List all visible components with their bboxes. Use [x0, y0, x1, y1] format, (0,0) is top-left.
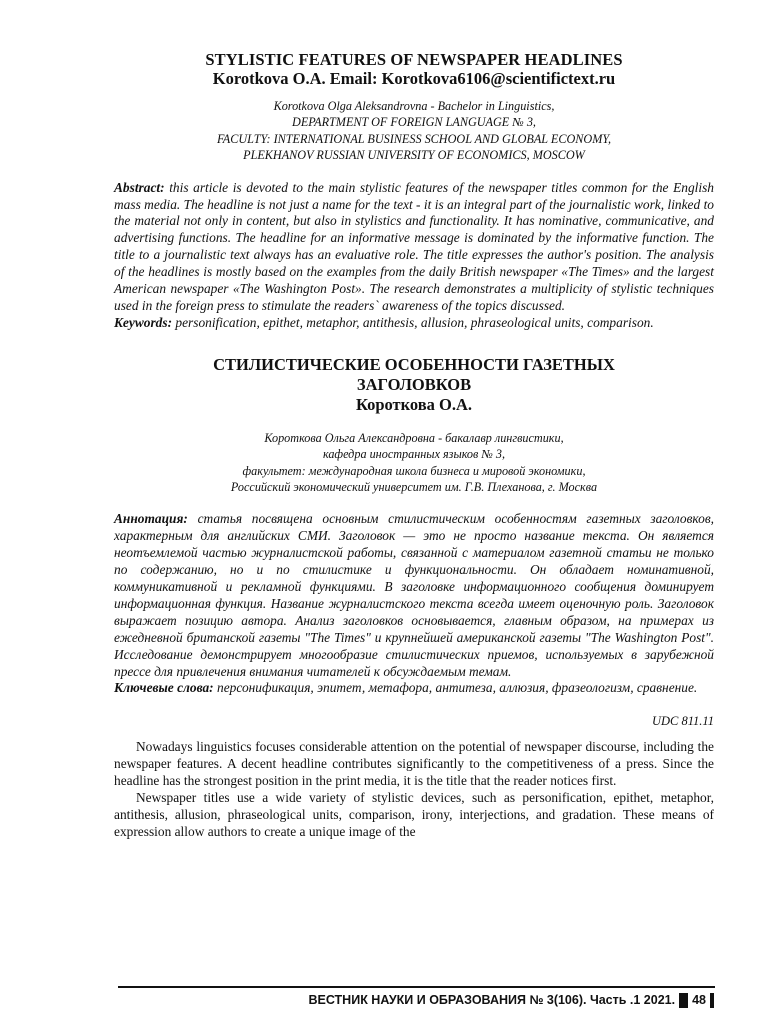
author-email-line: Korotkova O.A. Email: Korotkova6106@scientifictext.ru: [212, 69, 616, 88]
abstract-paragraph: [114, 511, 714, 680]
russian-author: Короткова О.А.: [355, 394, 473, 414]
keywords-label: Keywords:: [114, 314, 173, 330]
russian-title-line: ЗАГОЛОВКОВ: [356, 374, 472, 394]
affiliation-line: PLEKHANOV RUSSIAN UNIVERSITY OF ECONOMICS, MOSCOW: [243, 148, 585, 163]
abstract-paragraph: [114, 180, 714, 315]
russian-title-line: СТИЛИСТИЧЕСКИЕ ОСОБЕННОСТИ ГАЗЕТНЫХ: [213, 354, 615, 374]
affiliation-line: Короткова Ольга Александровна - бакалавр лингвистики,: [264, 430, 564, 445]
keywords-paragraph: [114, 680, 714, 697]
keywords-paragraph: [114, 315, 714, 332]
article-body: [114, 738, 714, 840]
affiliation-line: факультет: международная школа бизнеса и мировой экономики,: [242, 463, 586, 478]
udc-code: UDC 811.11: [651, 714, 714, 729]
russian-abstract: [114, 511, 714, 697]
keywords-label: Ключевые слова:: [114, 680, 214, 696]
abstract-text: статья посвящена основным стилистическим особенностям газетных заголовков, характерным для английских СМИ. Заголовок — это не просто название текста. Он является неотъемлемой частью журналистской работы, связанной с материалом газетной статьи не только по содержанию, но и по стилистике и функциональности. Он обладает номинативной, коммуникативной и рекламной функциями. В заголовке информационного сообщения доминирует информационная функция. Название журналистского текста всегда имеет оценочную роль. Заголовок выражает позицию автора. Анализ заголовков основывается, главным образом, на примерах из ежедневной британской газеты "The Times" и крупнейшей американской газеты "The Washington Post". Исследование демонстрирует многообразие стилистических приемов, используемых в зарубежной прессе для привлечения внимания читателей к обсуждаемым темам.: [114, 511, 714, 679]
keywords-text: personification, epithet, metaphor, antithesis, allusion, phraseological units, comparison.: [172, 314, 654, 330]
russian-affiliation: [114, 430, 714, 496]
keywords-text: персонификация, эпитет, метафора, антитеза, аллюзия, фразеологизм, сравнение.: [213, 680, 698, 696]
affiliation-line: FACULTY: INTERNATIONAL BUSINESS SCHOOL AND GLOBAL ECONOMY,: [216, 131, 612, 146]
english-abstract: [114, 180, 714, 332]
affiliation-line: Российский экономический университет им. Г.В. Плеханова, г. Москва: [230, 480, 598, 494]
footer-bar-mark: [710, 993, 714, 1008]
abstract-label: Abstract:: [114, 179, 165, 195]
article-page: [114, 50, 714, 840]
body-paragraph: Newspaper titles use a wide variety of stylistic devices, such as personification, epithet, metaphor, antithesis, allusion, phraseological units, comparison, irony, interjections, and gradation. These means of expression allow authors to create a unique image of the: [114, 790, 714, 840]
abstract-label: Аннотация:: [114, 511, 188, 527]
affiliation-line: DEPARTMENT OF FOREIGN LANGUAGE № 3,: [292, 115, 536, 130]
affiliation-line: Korotkova Olga Aleksandrovna - Bachelor in Linguistics,: [273, 99, 555, 113]
article-title: STYLISTIC FEATURES OF NEWSPAPER HEADLINES: [205, 50, 623, 69]
body-paragraph: Nowadays linguistics focuses considerable attention on the potential of newspaper discourse, including the newspaper features. A decent headline contributes significantly to the competitiveness of a press. Since the headline has the strongest position in the print media, it is the title that the reader notices first.: [114, 739, 714, 789]
english-affiliation: [114, 98, 714, 164]
english-header: [114, 50, 714, 164]
page-footer: [308, 991, 714, 1009]
page-number: 48: [692, 993, 706, 1007]
abstract-text: this article is devoted to the main stylistic features of the newspaper titles common for the English mass media. The headline is not just a name for the text - it is an integral part of the journalistic work, linked to the material not only in content, but also in stylistics and functionality. It has nominative, communicative, and advertising functions. The headline for an informative message is dominated by the informative function. The title to a journalistic text always has an evaluative role. The title expresses the author's position. The analysis of the headlines is mostly based on the examples from the daily British newspaper «The Times» and the largest American newspaper «The Washington Post». The research demonstrates a multiplicity of stylistic techniques used in the foreign press to stimulate the readers` awareness of the topics discussed.: [114, 179, 714, 313]
footer-rule: [118, 986, 715, 988]
footer-bar-mark: [679, 993, 688, 1008]
russian-header: [114, 355, 714, 496]
affiliation-line: кафедра иностранных языков № 3,: [322, 447, 506, 462]
journal-name: ВЕСТНИК НАУКИ И ОБРАЗОВАНИЯ № 3(106). Часть .1 2021.: [308, 993, 676, 1007]
